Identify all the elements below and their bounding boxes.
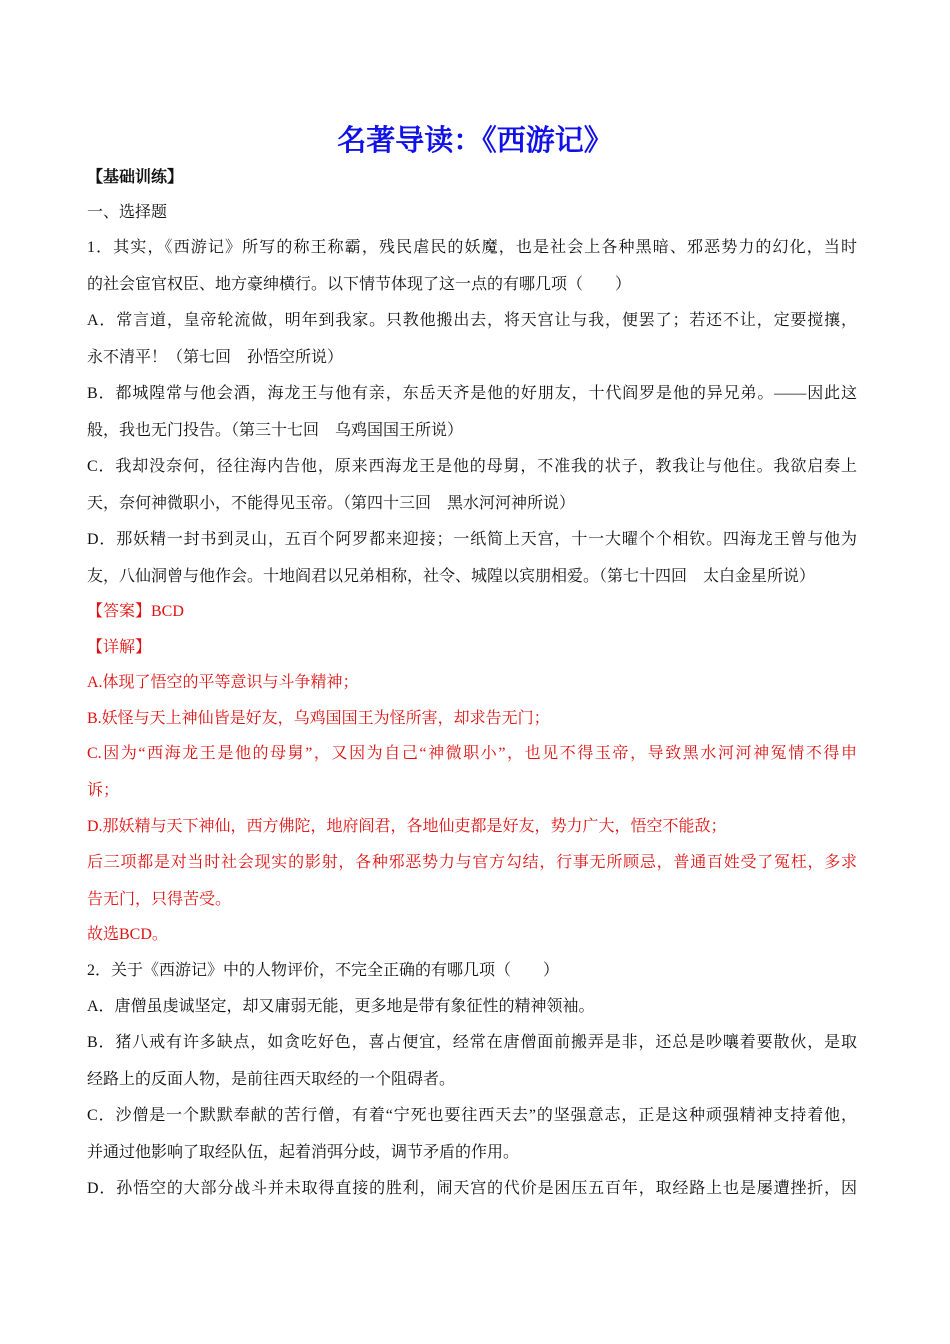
question-stem: 2．关于《西游记》中的人物评价，不完全正确的有哪几项（ ） (87, 962, 560, 979)
option-a: A．常言道，皇帝轮流做，明年到我家。只教他搬出去，将天宫让与我，便罢了；若还不让，定要搅攘， (87, 312, 857, 329)
option-d: 友，八仙洞曾与他作会。十地阎君以兄弟相称，社令、城隍以宾朋相爱。（第七十四回 太白金星所说） (87, 568, 816, 585)
explanation-line: C.因为“西海龙王是他的母舅”，又因为自己“神微职小”，也见不得玉帝，导致黑水河河神冤情不得申 (87, 745, 857, 762)
question-stem: 的社会宦官权臣、地方豪绅横行。以下情节体现了这一点的有哪几项（ ） (87, 276, 632, 293)
option-c: C．沙僧是一个默默奉献的苦行僧，有着“宁死也要往西天去”的坚强意志，正是这种顽强精神支持着他， (87, 1107, 857, 1124)
option-b: 经路上的反面人物，是前往西天取经的一个阻碍者。 (87, 1071, 456, 1088)
option-d: D．孙悟空的大部分战斗并未取得直接的胜利，闹天宫的代价是困压五百年，取经路上也是屡遭挫折，因 (87, 1180, 857, 1197)
option-b: B．猪八戒有许多缺点，如贪吃好色，喜占便宜，经常在唐僧面前搬弄是非，还总是吵嚷着要散伙，是取 (87, 1034, 857, 1051)
option-d: D．那妖精一封书到灵山，五百个阿罗都来迎接；一纸简上天宫，十一大曜个个相钦。四海龙王曾与他为 (87, 531, 857, 548)
option-c: 天，奈何神微职小，不能得见玉帝。（第四十三回 黑水河河神所说） (87, 495, 576, 512)
explanation-line: D.那妖精与天下神仙，西方佛陀，地府阎君，各地仙吏都是好友，势力广大，悟空不能敌； (87, 818, 727, 835)
part-heading: 一、选择题 (87, 204, 168, 221)
explanation-label: 【详解】 (87, 639, 152, 656)
section-heading: 【基础训练】 (87, 169, 184, 186)
option-c: 并通过他影响了取经队伍，起着消弭分歧，调节矛盾的作用。 (87, 1144, 520, 1161)
page-title: 名著导读：《西游记》 (337, 125, 613, 157)
option-b: 般，我也无门投告。（第三十七回 乌鸡国国王所说） (87, 422, 464, 439)
option-a: A．唐僧虽虔诚坚定，却又庸弱无能，更多地是带有象征性的精神领袖。 (87, 998, 595, 1015)
option-a: 永不清平！（第七回 孙悟空所说） (87, 349, 344, 366)
explanation-line: 后三项都是对当时社会现实的影射，各种邪恶势力与官方勾结，行事无所顾忌，普通百姓受了冤枉，多求 (87, 854, 857, 871)
option-c: C．我却没奈何，径往海内告他，原来西海龙王是他的母舅，不准我的状子，教我让与他住。我欲启奏上 (87, 458, 857, 475)
explanation-line: A.体现了悟空的平等意识与斗争精神； (87, 674, 359, 691)
question-stem: 1．其实，《西游记》所写的称王称霸，残民虐民的妖魔，也是社会上各种黑暗、邪恶势力的幻化，当时 (87, 239, 857, 256)
explanation-line: 诉； (87, 782, 120, 799)
option-b: B．都城隍常与他会酒，海龙王与他有亲，东岳天齐是他的好朋友，十代阎罗是他的异兄弟。——因此这 (87, 385, 857, 402)
explanation-line: 故选BCD。 (87, 926, 168, 943)
answer: 【答案】BCD (87, 603, 184, 620)
explanation-line: 告无门，只得苦受。 (87, 891, 232, 908)
explanation-line: B.妖怪与天上神仙皆是好友，乌鸡国国王为怪所害，却求告无门； (87, 710, 550, 727)
